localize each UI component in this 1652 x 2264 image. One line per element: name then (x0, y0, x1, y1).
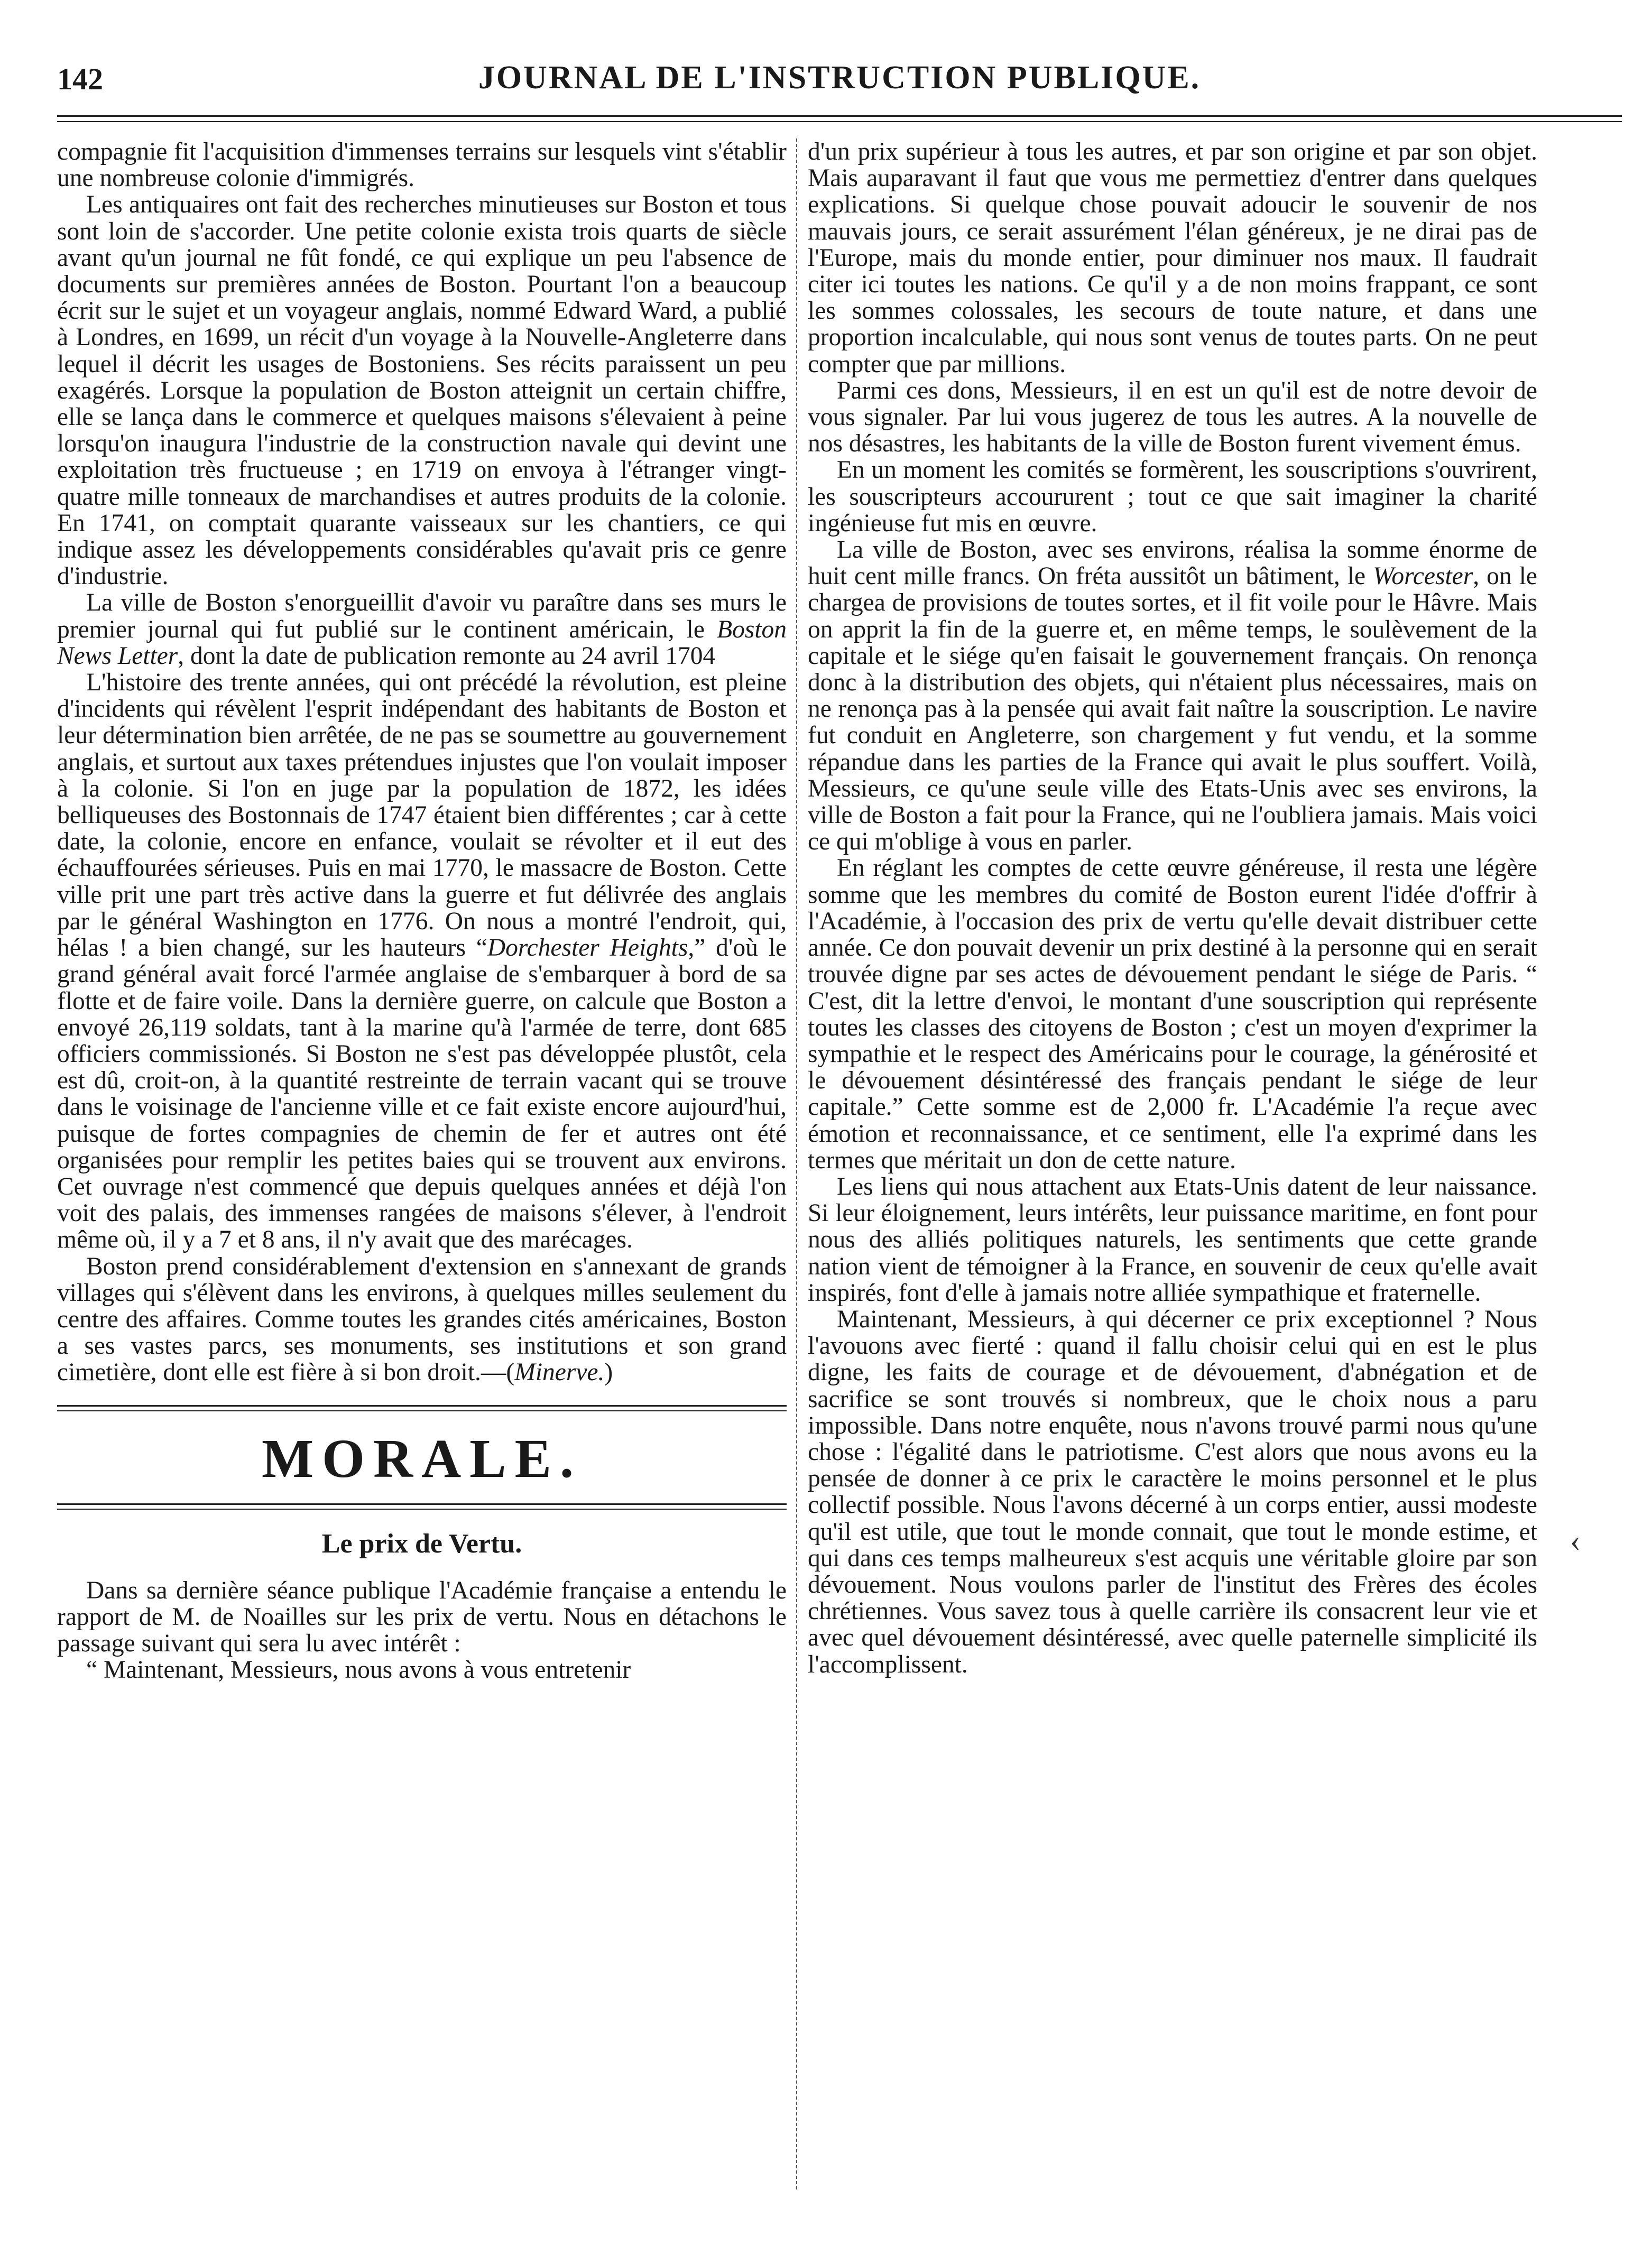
header-rule (57, 115, 1622, 122)
paragraph: En un moment les comités se formèrent, les souscriptions s'ouvrirent, les souscripteurs accoururent ; tout ce que sait imaginer la charité ingénieuse fut mis en œuvre. (808, 456, 1537, 537)
paragraph (57, 1253, 787, 1386)
ship-name: Worcester (1373, 562, 1473, 590)
text-run: , on le chargea de provisions de toutes sortes, et il fit voile pour le Hâvre. Mais on apprit la fin de la guerre et, en même temps, le soulèvement de la capitale et le siége qu'en faisait le gouvernement français. On renonça donc à la distribution des objets, qui n'étaient plus nécessaires, mais on ne renonça pas à la pensée qui avait fait naître la souscription. Le navire fut conduit en Angleterre, son chargement y fut vendu, et la somme répandue dans les parties de la France qui avait le plus souffert. Voilà, Messieurs, ce qu'une seule ville des Etats-Unis avec ses environs, la ville de Boston a fait pour la France, qui ne l'oubliera jamais. Mais voici ce qui m'oblige à vous en parler. (808, 562, 1538, 856)
text-run: ,” d'où le grand général avait forcé l'armée anglaise de s'embarquer à bord de sa flotte et de faire voile. Dans la dernière guerre, on calcule que Boston a envoyé 26,119 soldats, tant à la marine qu'à l'armée de terre, dont 685 officiers commissionés. Si Boston ne s'est pas développée plustôt, cela est dû, croit-on, à la quantité restreinte de terrain vacant qui se trouve dans le voisinage de l'ancienne ville et ce fait existe encore aujourd'hui, puisque de fortes compagnies de chemin de fer et autres ont été organisées pour remplir les petites baies qui se trouvent aux environs. Cet ouvrage n'est commencé que depuis quelques années et déjà l'on voit des palais, des immenses rangées de maisons s'élever, à l'endroit même où, il y a 7 et 8 ans, il n'y avait que des marécages. (57, 934, 787, 1254)
section-title: MORALE. (262, 1428, 582, 1489)
text-run: Boston prend considérablement d'extension en s'annexant de grands villages qui s'élèvent dans les environs, à quelques milles seulement du centre des affaires. Comme toutes les grandes cités américaines, Boston a ses vastes parcs, ses monuments, ses institutions et son grand cimetière, dont elle est fière à si bon droit.—( (57, 1252, 787, 1387)
paragraph: d'un prix supérieur à tous les autres, et par son origine et par son objet. Mais auparavant il faut que vous me permettiez d'entrer dans quelques explications. Si quelque chose pouvait adoucir le souvenir de nos mauvais jours, ce serait assurément l'élan généreux, je ne dirai pas de l'Europe, mais du monde entier, pour diminuer nos maux. Il faudrait citer ici toutes les nations. Ce qu'il y a de non moins frappant, ce sont les sommes colossales, les secours de toute nature, et dans une proportion incalculable, qui nous sont venus de toutes parts. On ne peut compter que par millions. (808, 138, 1537, 378)
paragraph: En réglant les comptes de cette œuvre généreuse, il resta une légère somme que les membres du comité de Boston eurent l'idée d'offrir à l'Académie, à l'occasion des prix de vertu qu'elle devait distribuer cette année. Ce don pouvait devenir un prix destiné à la personne qui en serait trouvée digne par ses actes de dévouement pendant le siége de Paris. “ C'est, dit la lettre d'envoi, le montant d'une souscription qui représente toutes les classes des citoyens de Boston ; c'est un moyen d'exprimer la sympathie et le respect des Américains pour le courage, la générosité et le dévouement désintéressé des français pendant le siége de leur capitale.” Cette somme est de 2,000 fr. L'Académie l'a reçue avec émotion et reconnaissance, et ce sentiment, elle l'a exprimé dans les termes que méritait un don de cette nature. (808, 854, 1537, 1174)
paragraph (57, 589, 787, 669)
text-run: , dont la date de publication remonte au 24 avril 1704 (178, 642, 716, 670)
article-title: Le prix de Vertu. (321, 1528, 522, 1559)
column-divider (796, 138, 797, 2189)
source-citation: Minerve. (514, 1359, 605, 1387)
margin-mark: ‹ (1570, 1523, 1581, 1558)
paragraph: Maintenant, Messieurs, à qui décerner ce prix exceptionnel ? Nous l'avouons avec fierté : quand il fallu choisir celui qui en est le plus digne, les faits de courage et de dévouement, d'abnégation et de sacrifice se sont trouvés si nombreux, que le choix nous a paru impossible. Dans notre enquête, nous n'avons trouvé parmi nous qu'une chose : l'égalité dans le patriotisme. C'est alors que nous avons eu la pensée de donner à ce prix le caractère le moins personnel et le plus collectif possible. Nous l'avons décerné à un corps entier, aussi modeste qu'il est utile, que tout le monde connait, que tout le monde estime, et qui dans ces temps malheureux s'est acquis une véritable gloire par son dévouement. Nous voulons parler de l'institut des Frères des écoles chrétiennes. Vous savez tous à quelle carrière ils consacrent leur vie et avec quel dévouement désintéressé, avec quelle paternelle simplicité ils l'accomplissent. (808, 1305, 1537, 1678)
paragraph: Parmi ces dons, Messieurs, il en est un qu'il est de notre devoir de vous signaler. Par lui vous jugerez de tous les autres. A la nouvelle de nos désastres, les habitants de la ville de Boston furent vivement émus. (808, 376, 1537, 458)
newspaper-title: Boston News Letter (57, 615, 787, 670)
paragraph: Les liens qui nous attachent aux Etats-Unis datent de leur naissance. Si leur éloignement, leurs intérêts, leur puissance maritime, en font pour nous des alliés politiques naturels, les sentiments que cette grande nation vient de témoigner à la France, en souvenir de ceux qu'elle avait inspirés, font d'elle à jamais notre alliée sympathique et fraternelle. (808, 1172, 1537, 1307)
text-run: La ville de Boston, avec ses environs, réalisa la somme énorme de huit cent mille francs. On fréta aussitôt un bâtiment, le (808, 536, 1537, 590)
page-header (57, 57, 1622, 105)
running-title: JOURNAL DE L'INSTRUCTION PUBLIQUE. (478, 60, 1201, 96)
left-column (57, 138, 787, 1683)
paragraph: compagnie fit l'acquisition d'immenses terrains sur lesquels vint s'établir une nombreuse colonie d'immigrés. (57, 138, 787, 192)
place-name: Dorchester Heights (487, 934, 688, 962)
text-run: La ville de Boston s'enorgueillit d'avoir vu paraître dans ses murs le premier journal qui fut publié sur le continent américain, le (57, 589, 787, 643)
right-column (808, 138, 1537, 1678)
page-number: 142 (57, 62, 103, 96)
section-rule (57, 1405, 787, 1411)
paragraph: Dans sa dernière séance publique l'Académie française a entendu le rapport de M. de Noailles sur les prix de vertu. Nous en détachons le passage suivant qui sera lu avec intérêt : (57, 1576, 787, 1657)
paragraph (57, 669, 787, 1253)
section-rule (57, 1503, 787, 1510)
paragraph: Les antiquaires ont fait des recherches minutieuses sur Boston et tous sont loin de s'accorder. Une petite colonie exista trois quarts de siècle avant qu'un journal ne fût fondé, ce qui explique un peu l'absence de documents sur premières années de Boston. Pourtant l'on a beaucoup écrit sur le sujet et un voyageur anglais, nommé Edward Ward, a publié à Londres, en 1699, un récit d'un voyage à la Nouvelle-Angleterre dans lequel il décrit les usages de Bostoniens. Ses récits paraissent un peu exagérés. Lorsque la population de Boston atteignit un certain chiffre, elle se lança dans le commerce et quelques maisons s'élevaient à peine lorsqu'on inaugura l'industrie de la construction navale qui devint une exploitation très fructueuse ; en 1719 on envoya à l'étranger vingt-quatre mille tonneaux de marchandises et autres produits de la colonie. En 1741, on comptait quarante vaisseaux sur les chantiers, ce qui indique assez les développements considérables qu'avait pris ce genre d'industrie. (57, 191, 787, 590)
paragraph (808, 537, 1537, 855)
text-run: ) (604, 1359, 613, 1387)
paragraph: “ Maintenant, Messieurs, nous avons à vous entretenir (86, 1656, 631, 1684)
text-run: L'histoire des trente années, qui ont précédé la révolution, est pleine d'incidents qui révèlent l'esprit indépendant des habitants de Boston et leur détermination bien arrêtée, de ne pas se soumettre au gouvernement anglais, et surtout aux taxes prétendues injustes que l'on voulait imposer à la colonie. Si l'on en juge par la population de 1872, les idées belliqueuses des Bostonnais de 1747 étaient bien différentes ; car à cette date, la colonie, encore en enfance, voulait se révolter et il eut des échauffourées sérieuses. Puis en mai 1770, le massacre de Boston. Cette ville prit une part très active dans la guerre et fut délivrée des anglais par le général Washington en 1776. On nous a montré l'endroit, qui, hélas ! a bien changé, sur les hauteurs “ (57, 669, 787, 962)
